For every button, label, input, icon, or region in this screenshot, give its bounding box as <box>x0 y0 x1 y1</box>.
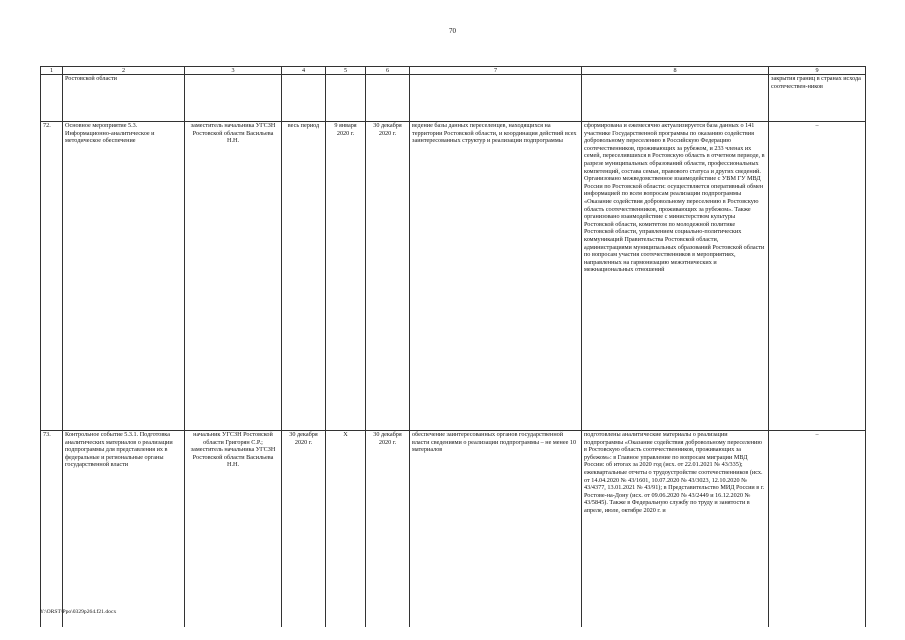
cont-num <box>41 75 63 122</box>
actual-result: подготовлены аналитические материалы о реализации подпрограммы «Оказание содействия добровольному переселению в Ростовскую область соотечественников, проживающих за рубежом»: в Главное управление по вопросам миграции МВД России: об итогах за 2020 год (исх. от 22.01.2021 № 43/335); ежеквартальные отчеты о трудоустройстве соотечественников (исх. от 14.04.2020 № 43/1601, 10.07.2020 № 43/3023, 12.10.2020 № 43/4377, 13.01.2021 № 43/91); в Представительство МИД России в г. Ростове-на-Дону (исх. от 09.06.2020 № 43/2449 и 16.12.2020 № 43/5845). Также в Федеральную службу по труду и занятости в апреле, июле, октябре 2020 г. и <box>582 431 769 628</box>
header-cell-4: 4 <box>282 67 326 75</box>
page-number: 70 <box>449 27 456 35</box>
planned-result: ведение базы данных переселенцев, находящихся на территории Ростовской области, и координация действий всех заинтересованных структур и реализации подпрограммы <box>410 122 582 431</box>
row-number: 72. <box>41 122 63 431</box>
plan-date: 9 января 2020 г. <box>326 122 366 431</box>
start-period: 30 декабря 2020 г. <box>282 431 326 628</box>
cont-executor <box>185 75 282 122</box>
event-name: Контрольное событие 5.3.1. Подготовка аналитических материалов о реализации подпрограммы для представления их в федеральные и региональные органы государственной власти <box>63 431 185 628</box>
header-cell-8: 8 <box>582 67 769 75</box>
header-cell-3: 3 <box>185 67 282 75</box>
file-path-footer: Y:\ORST\Ppo\0329p264.f21.docx <box>40 609 117 615</box>
table-row <box>41 431 866 628</box>
executor: заместитель начальника УГСЗН Ростовской области Васильева Н.Н. <box>185 122 282 431</box>
continuation-row <box>41 75 866 122</box>
header-cell-5: 5 <box>326 67 366 75</box>
cont-start <box>282 75 326 122</box>
planned-result: обеспечение заинтересованных органов государственной власти сведениями о реализации подпрограммы – не менее 10 материалов <box>410 431 582 628</box>
events-table <box>40 66 866 627</box>
cont-name: Ростовской области <box>63 75 185 122</box>
fact-date: 30 декабря 2020 г. <box>366 122 410 431</box>
header-cell-1: 1 <box>41 67 63 75</box>
non-fulfillment-reason: – <box>769 431 866 628</box>
start-period: весь период <box>282 122 326 431</box>
header-cell-6: 6 <box>366 67 410 75</box>
executor: начальник УГСЗН Ростовской области Григорян С.Р.; заместитель начальника УГСЗН Ростовской области Васильева Н.Н. <box>185 431 282 628</box>
cont-result-plan <box>410 75 582 122</box>
cont-reason: закрытия границ в странах исхода соотечествен-ников <box>769 75 866 122</box>
header-cell-9: 9 <box>769 67 866 75</box>
table-row <box>41 122 866 431</box>
header-cell-7: 7 <box>410 67 582 75</box>
non-fulfillment-reason: – <box>769 122 866 431</box>
actual-result: сформирована и ежемесячно актуализируется база данных о 141 участнике Государственной программы по оказанию содействия добровольному переселению в Российскую Федерацию соотечественников, проживающих за рубежом, и 233 членах их семей, переселившихся в Ростовскую область в отчетном периоде, в разрезе муниципальных образований области, профессиональных компетенций, состава семьи, правового статуса и других сведений. Организовано межведомственное взаимодействие с УВМ ГУ МВД России по Ростовской области: осуществляется оперативный обмен информацией по всем вопросам реализации подпрограммы «Оказание содействия добровольному переселению в Ростовскую область соотечественников, проживающих за рубежом». Также организовано взаимодействие с министерством культуры Ростовской области, комитетом по молодежной политике Ростовской области, управлением социально-политических коммуникаций Правительства Ростовской области, администрациями муниципальных образований Ростовской области по вопросам участия соотечественников в мероприятиях, направленных на гармонизацию межэтнических и межнациональных отношений <box>582 122 769 431</box>
cont-result-fact <box>582 75 769 122</box>
fact-date: 30 декабря 2020 г. <box>366 431 410 628</box>
event-name: Основное мероприятие 5.3. Информационно-аналитическое и методическое обеспечение <box>63 122 185 431</box>
plan-date: X <box>326 431 366 628</box>
cont-plan-date <box>326 75 366 122</box>
header-row <box>41 67 866 75</box>
row-number: 73. <box>41 431 63 628</box>
header-cell-2: 2 <box>63 67 185 75</box>
cont-fact-date <box>366 75 410 122</box>
